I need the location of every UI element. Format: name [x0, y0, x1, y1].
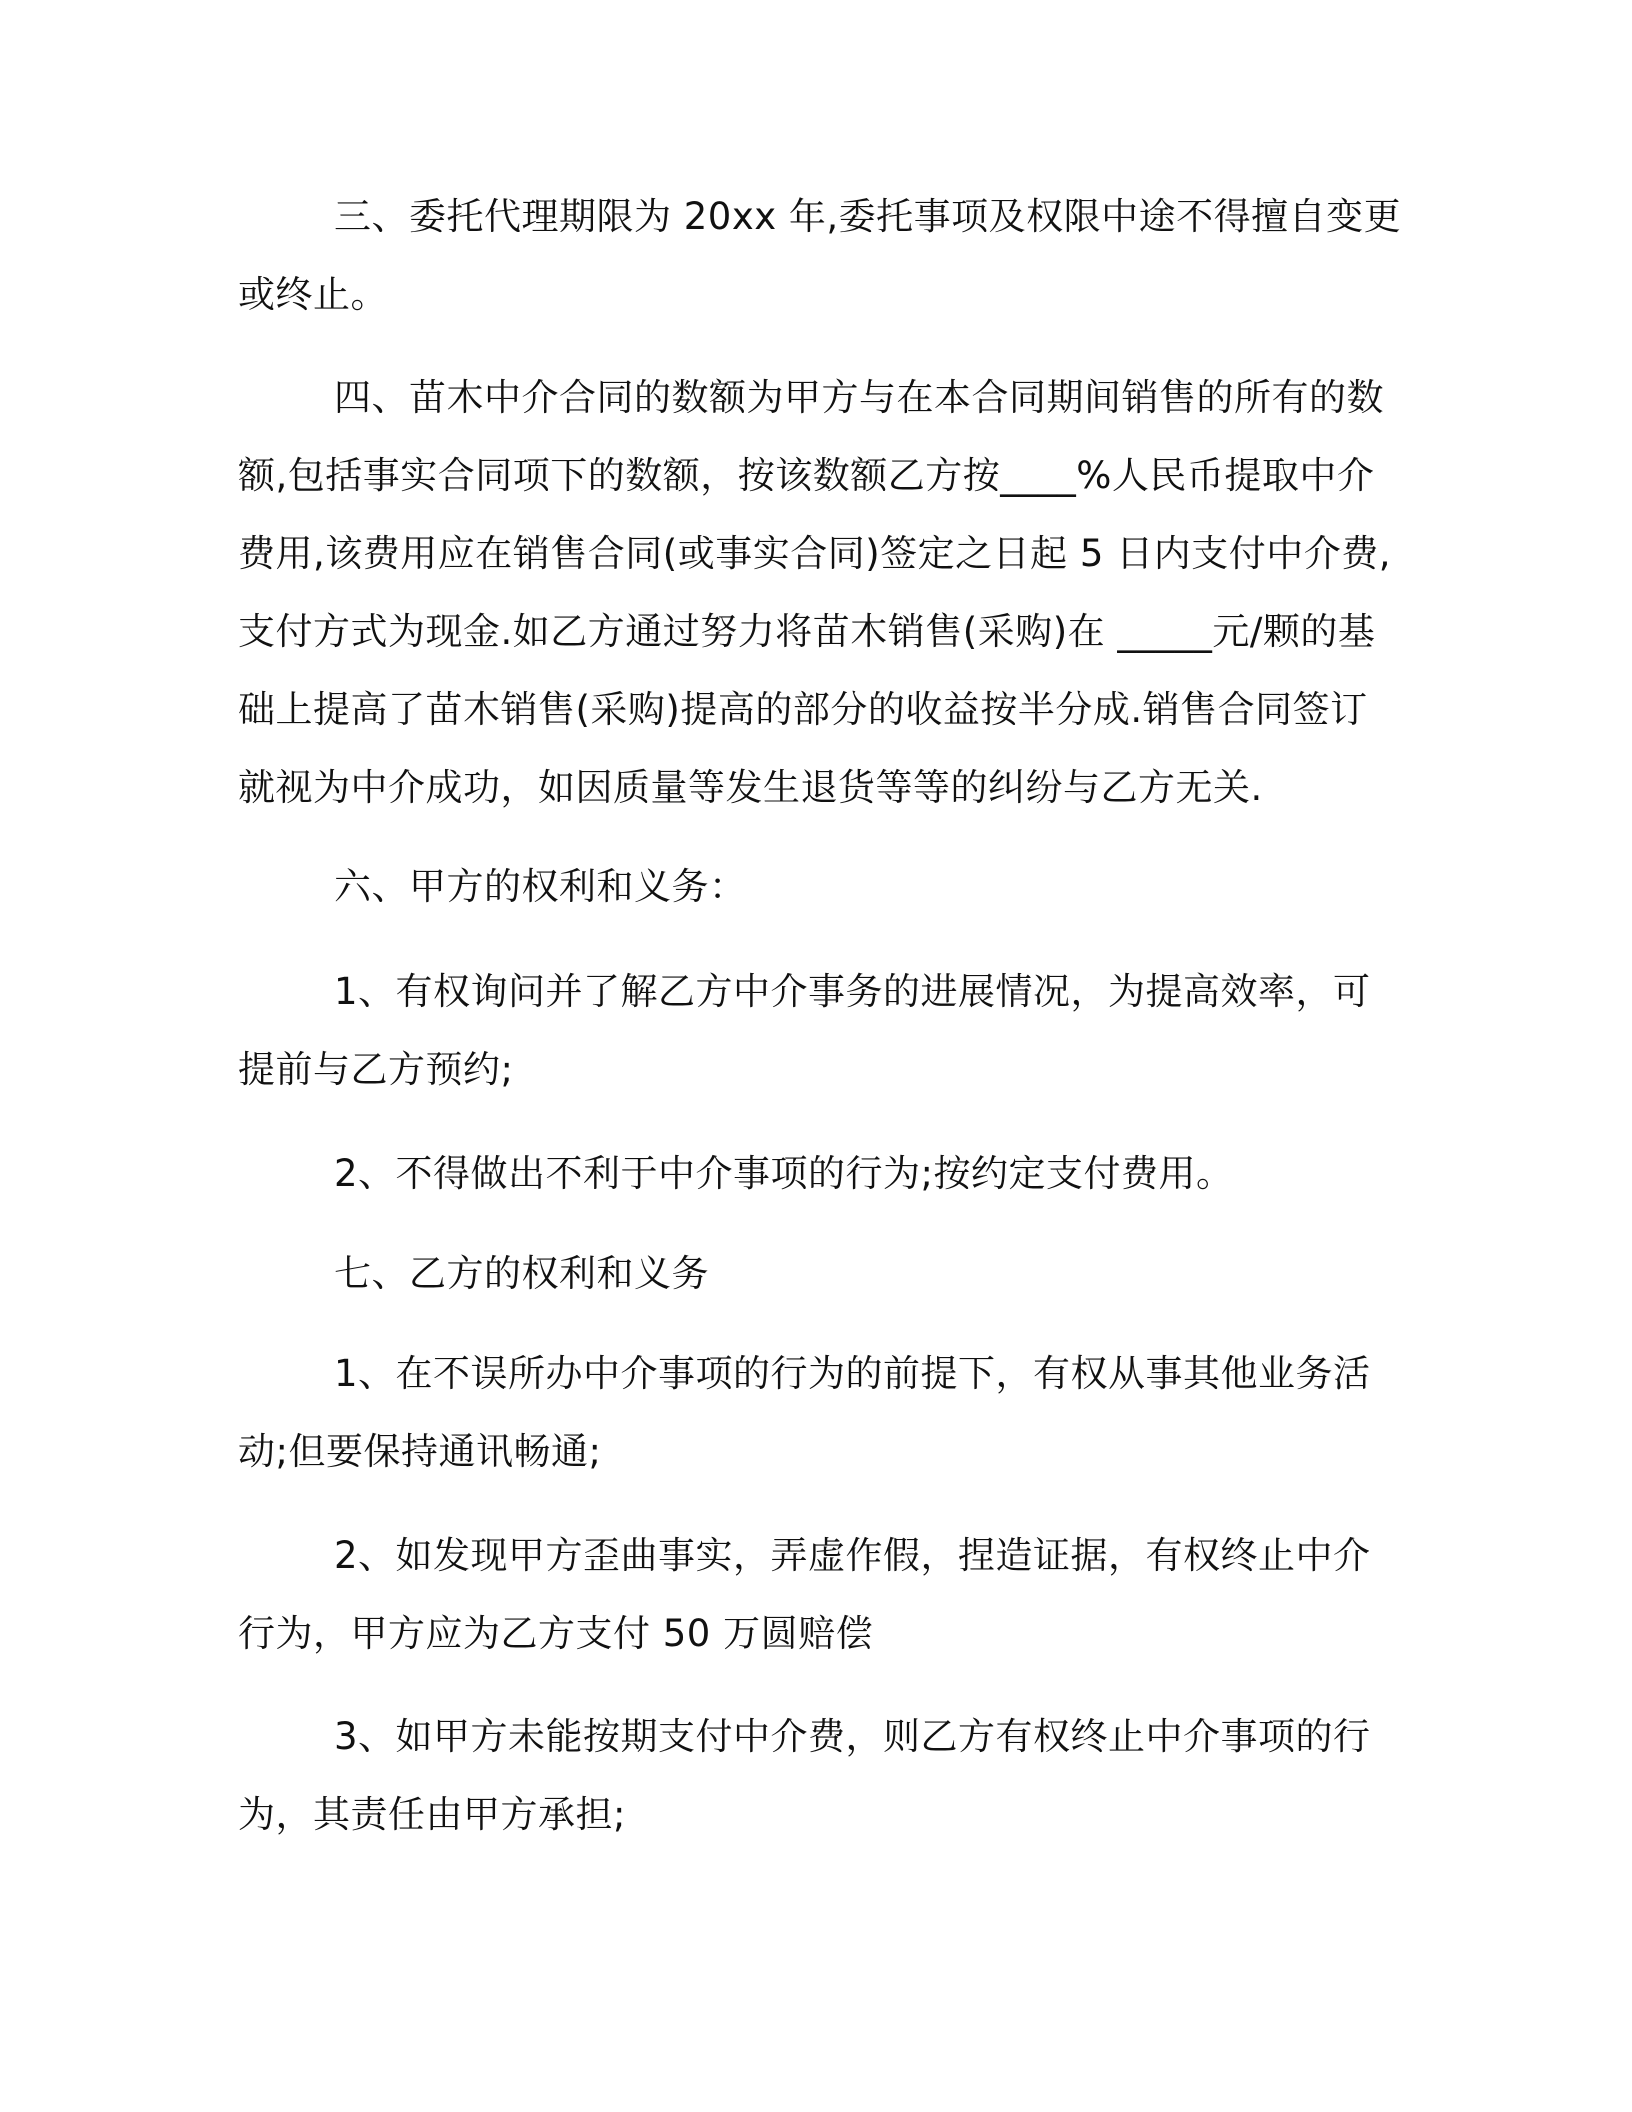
text-line: 支付方式为现金.如乙方通过努力将苗木销售(采购)在 _____元/颗的基: [238, 610, 1376, 653]
heading-text: 七、乙方的权利和义务: [334, 1252, 709, 1295]
clause-3-paragraph: [238, 178, 1402, 334]
section-7-heading: [238, 1235, 1378, 1313]
party-b-item-1: [238, 1335, 1378, 1491]
text-line: 2、如发现甲方歪曲事实，弄虚作假，捏造证据，有权终止中介: [334, 1534, 1371, 1577]
clause-4-paragraph: [238, 359, 1391, 827]
party-a-item-2: [238, 1135, 1378, 1213]
text-line: 提前与乙方预约;: [238, 1048, 514, 1091]
text-line: 就视为中介成功，如因质量等发生退货等等的纠纷与乙方无关.: [238, 766, 1263, 809]
party-a-item-1: [238, 953, 1378, 1109]
text-line: 三、委托代理期限为 20xx 年,委托事项及权限中途不得擅自变更: [334, 195, 1402, 238]
text-line: 为，其责任由甲方承担;: [238, 1793, 626, 1836]
text-line: 或终止。: [238, 273, 388, 316]
text-line: 额,包括事实合同项下的数额，按该数额乙方按____%人民币提取中介: [238, 454, 1375, 497]
text-line: 1、在不误所办中介事项的行为的前提下，有权从事其他业务活: [334, 1352, 1371, 1395]
heading-text: 六、甲方的权利和义务：: [334, 865, 747, 908]
text-line: 2、不得做出不利于中介事项的行为;按约定支付费用。: [334, 1152, 1234, 1195]
text-line: 费用,该费用应在销售合同(或事实合同)签定之日起 5 日内支付中介费,: [238, 532, 1391, 575]
party-b-item-2: [238, 1517, 1378, 1673]
text-line: 3、如甲方未能按期支付中介费，则乙方有权终止中介事项的行: [334, 1715, 1371, 1758]
party-b-item-3: [238, 1698, 1378, 1854]
text-line: 动;但要保持通讯畅通;: [238, 1430, 602, 1473]
text-line: 行为，甲方应为乙方支付 50 万圆赔偿: [238, 1612, 874, 1655]
text-line: 础上提高了苗木销售(采购)提高的部分的收益按半分成.销售合同签订: [238, 688, 1368, 731]
section-6-heading: [238, 848, 1378, 926]
text-line: 四、苗木中介合同的数额为甲方与在本合同期间销售的所有的数: [334, 376, 1384, 419]
text-line: 1、有权询问并了解乙方中介事务的进展情况，为提高效率，可: [334, 970, 1371, 1013]
